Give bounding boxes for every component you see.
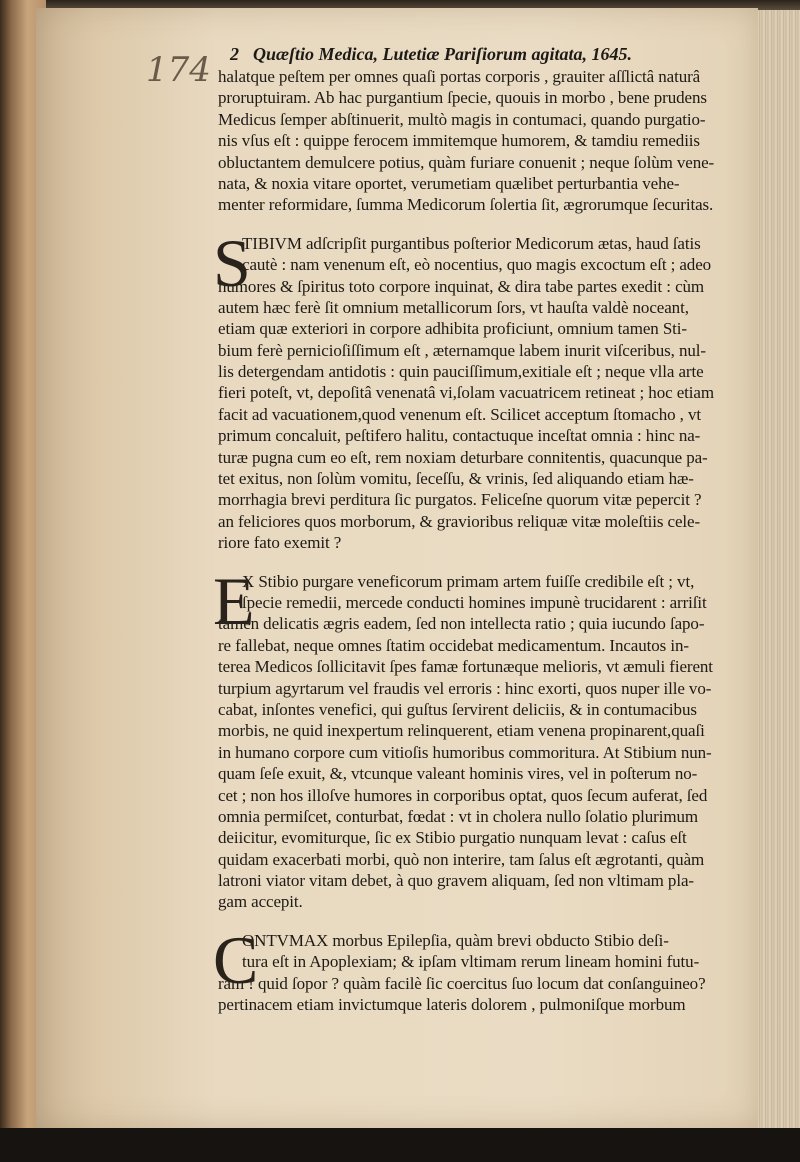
paragraph-2 <box>213 224 763 554</box>
text-line: bium ferè pernicioſiſſimum eſt , æternamque labem inurit viſceribus, nul- <box>218 340 706 360</box>
text-line: pertinacem etiam invictumque lateris dolorem , pulmoniſque morbum <box>218 995 686 1015</box>
text-line: omnia permiſcet, conturbat, fœdat : vt in cholera nullo ſolatio plurimum <box>218 806 699 826</box>
text-line: primum concaluit, peſtifero halitu, contactuque inceſtat omnia : hinc na- <box>218 426 701 446</box>
background-surface <box>0 1128 800 1162</box>
text-line: Medicus ſemper abſtinuerit, multò magis in contumaci, quando purgatio- <box>218 109 706 129</box>
text-line: deiicitur, evomiturque, ſic ex Stibio purgatio nunquam levat : caſus eſt <box>218 828 687 848</box>
text-line: ſpecie remedii, mercede conducti homines impunè trucidarent : arriſit <box>242 592 707 612</box>
text-line: autem hæc ferè ſit omnium metallicorum ſors, vt hauſta valdè noceant, <box>218 297 689 317</box>
text-line: quam ſeſe exuit, &, vtcunque valeant hominis vires, vel in poſterum no- <box>218 764 698 784</box>
text-line: quidam exacerbati morbi, quò non interire, tam ſalus eſt ægrotanti, quàm <box>218 849 705 869</box>
text-line: cautè : nam venenum eſt, eò nocentius, quo magis excoctum eſt ; adeo <box>242 255 712 275</box>
text-line: nis vſus eſt : quippe ferocem immitemque humorem, & tamdiu remediis <box>218 131 700 151</box>
paragraph-4 <box>213 921 763 1016</box>
text-line: turpium agyrtarum vel fraudis vel erroris : hinc exorti, quos nuper ille vo- <box>218 678 712 698</box>
text-line: TIBIVM adſcripſit purgantibus poſterior Medicorum ætas, haud ſatis <box>242 233 701 253</box>
drop-cap: C <box>213 921 259 998</box>
paragraph-1 <box>218 66 763 216</box>
text-line: cet ; non hos illoſve humores in corporibus optat, quos ſecum auferat, ſed <box>218 785 708 805</box>
running-head-title: Quæſtio Medica, Lutetiæ Pariſiorum agitata, 1645. <box>253 44 633 64</box>
manuscript-page-number: 174 <box>146 50 211 90</box>
text-line: morrhagia brevi perditura ſic purgatos. Feliceſne quorum vitæ pepercit ? <box>218 490 702 510</box>
text-line: gam accepit. <box>218 892 303 912</box>
text-line: lis detergendam antidotis : quin pauciſſimum,exitiale eſt ; neque vlla arte <box>218 362 704 382</box>
text-block <box>213 44 763 1015</box>
text-line: nata, & noxia vitare oportet, verumetiam quælibet perturbantia vehe- <box>218 173 680 193</box>
text-line: cabat, inſontes venefici, qui guſtus ſervirent deliciis, & in contumacibus <box>218 699 697 719</box>
text-line: ONTVMAX morbus Epilepſia, quàm brevi obducto Stibio deſi- <box>242 930 669 950</box>
text-line: etiam quæ exteriori in corpore adhibita proficiunt, omnium tamen Sti- <box>218 319 687 339</box>
page-number: 2 <box>230 44 239 64</box>
text-line: halatque peſtem per omnes quaſi portas corporis , grauiter aſſlictâ naturâ <box>218 67 701 86</box>
text-line: tamen delicatis ægris eadem, ſed non intellecta ratio ; quia iucundo ſapo- <box>218 614 705 634</box>
text-line: humores & ſpiritus toto corpore inquinat, & dira tabe partes exedit : cùm <box>218 276 705 296</box>
text-line: in humano corpore cum vitioſis humoribus commoritura. At Stibium nun- <box>218 742 712 762</box>
text-line: morbis, ne quid inexpertum relinquerent, etiam venena propinarent,quaſi <box>218 721 705 741</box>
text-line: riore fato exemit ? <box>218 533 342 553</box>
text-line: ram ! quid ſopor ? quàm facilè ſic coercitus ſuo locum dat conſanguineo? <box>218 973 706 993</box>
text-line: tura eſt in Apoplexiam; & ipſam vltimam rerum lineam homini futu- <box>242 952 700 972</box>
text-line: X Stibio purgare veneficorum primam artem fuiſſe credibile eſt ; vt, <box>242 571 695 591</box>
text-line: obluctantem demulcere potius, quàm furiare conuenit ; neque ſolùm vene- <box>218 152 715 172</box>
drop-cap: S <box>213 224 251 301</box>
text-line: tet exitus, non ſolùm vomitu, ſeceſſu, & vrinis, ſed aliquando etiam hæ- <box>218 469 694 489</box>
text-line: re fallebat, neque omnes ſtatim occidebat medicamentum. Incautos in- <box>218 635 689 655</box>
text-line: fieri poteſt, vt, depoſitâ venenatâ vi,ſolam vacuatricem retineat ; hoc etiam <box>218 383 714 403</box>
paragraph-3 <box>213 562 763 913</box>
text-line: an feliciores quos morborum, & gravioribus reliquæ vitæ moleſtiis cele- <box>218 511 701 531</box>
text-line: turæ pugna cum eo eſt, rem noxiam deturbare connitentis, quacunque pa- <box>218 447 708 467</box>
text-line: latroni viator vitam debet, à quo gravem aliquam, ſed non vltimam pla- <box>218 871 694 891</box>
running-header <box>218 44 763 66</box>
text-line: terea Medicos ſollicitavit ſpes famæ fortunæque melioris, vt æmuli fierent <box>218 657 713 677</box>
text-line: proruptuiram. Ab hac purgantium ſpecie, quouis in morbo , bene prudens <box>218 88 707 108</box>
text-line: facit ad vacuationem,quod venenum eſt. Scilicet acceptum ſtomacho , vt <box>218 404 701 424</box>
drop-cap: E <box>213 562 255 639</box>
text-line: menter reformidare, ſumma Medicorum ſolertia ſit, ægrorumque ſecuritas. <box>218 195 714 215</box>
